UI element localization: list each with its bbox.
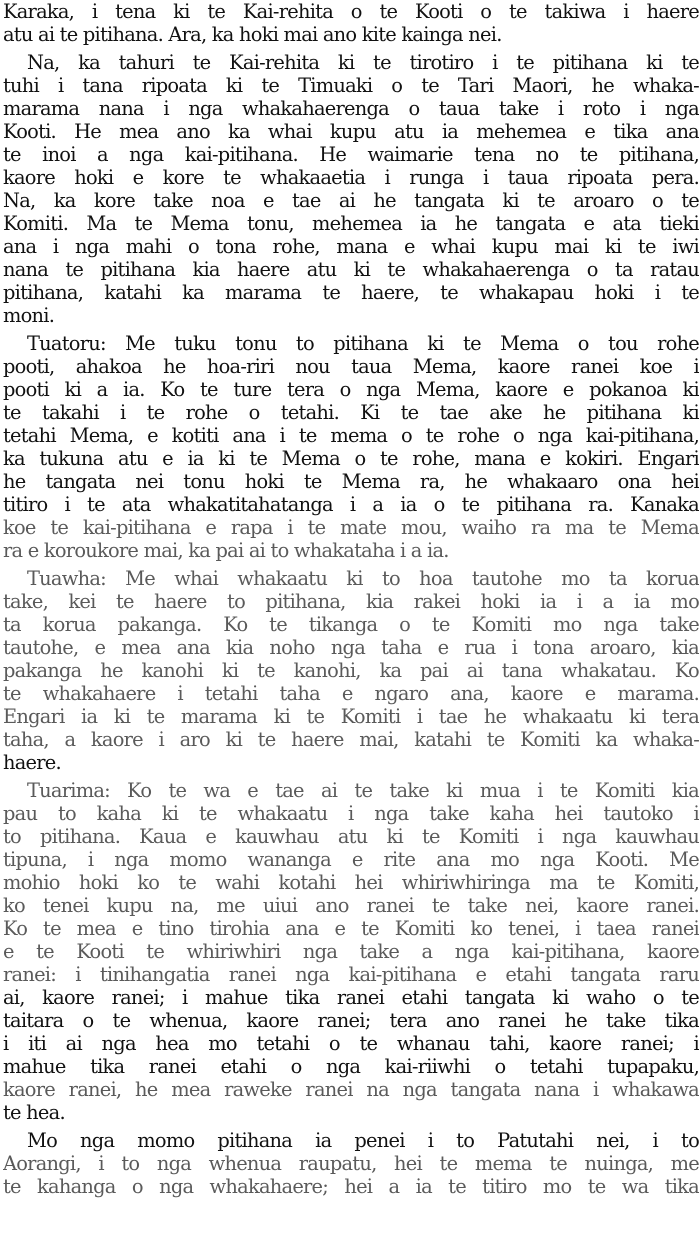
text-line: Aorangi, i to nga whenua raupatu, hei te mema te nuinga, me xyxy=(3,1152,699,1175)
text-line: pakanga he kanohi ki te kanohi, ka pai ai tana whakatau. Ko xyxy=(3,659,699,682)
text-line: taitara o te whenua, kaore ranei; tera ano ranei he take tika xyxy=(3,1009,699,1032)
text-line: ra e koroukore mai, ka pai ai to whakataha i a ia. xyxy=(3,539,449,562)
text-line: ko tenei kupu na, me uiui ano ranei te take nei, kaore ranei. xyxy=(3,894,699,917)
text-line: Karaka, i tena ki te Kai-rehita o te Kooti o te takiwa i haere xyxy=(3,0,699,23)
text-line: koe te kai-pitihana e rapa i te mate mou, waiho ra ma te Mema xyxy=(3,516,699,539)
text-line: ranei: i tinihangatia ranei nga kai-pitihana e etahi tangata raru xyxy=(3,963,699,986)
text-line: tautohe, e mea ana kia noho nga taha e rua i tona aroaro, kia xyxy=(3,636,699,659)
text-line: i iti ai nga hea mo tetahi o te whanau tahi, kaore ranei; i xyxy=(3,1032,699,1055)
paragraph xyxy=(3,51,699,327)
text-line: Mo nga momo pitihana ia penei i to Patutahi nei, i to xyxy=(27,1129,699,1152)
text-line: tipuna, i nga momo wananga e rite ana mo nga Kooti. Me xyxy=(3,848,699,871)
text-line: te kahanga o nga whakahaere; hei a ia te titiro mo te wa tika xyxy=(3,1175,699,1198)
text-line: Na, ka tahuri te Kai-rehita ki te tirotiro i te pitihana ki te xyxy=(27,51,699,74)
text-line: he tangata nei tonu hoki te Mema ra, he whakaaro ona hei xyxy=(3,470,699,493)
text-line: tuhi i tana ripoata ki te Timuaki o te Tari Maori, he whaka- xyxy=(3,74,699,97)
text-line: nana te pitihana kia haere atu ki te whakahaerenga o ta ratau xyxy=(3,258,699,281)
text-line: te takahi i te rohe o tetahi. Ki te tae ake he pitihana ki xyxy=(3,401,699,424)
text-line: pooti, ahakoa he hoa-riri nou taua Mema, kaore ranei koe i xyxy=(3,355,699,378)
text-line: kaore hoki e kore te whakaaetia i runga i taua ripoata pera. xyxy=(3,166,699,189)
text-line: Tuawha: Me whai whakaatu ki to hoa tautohe mo ta korua xyxy=(27,567,699,590)
text-line: pitihana, katahi ka marama te haere, te whakapau hoki i te xyxy=(3,281,699,304)
text-line: ana i nga mahi o tona rohe, mana e whai kupu mai ki te iwi xyxy=(3,235,699,258)
text-line: te whakahaere i tetahi taha e ngaro ana, kaore e marama. xyxy=(3,682,699,705)
text-line: moni. xyxy=(3,304,55,327)
text-line: taha, a kaore i aro ki te haere mai, katahi te Komiti ka whaka- xyxy=(3,728,699,751)
paragraph xyxy=(3,0,699,46)
paragraph xyxy=(3,567,699,774)
text-line: ai, kaore ranei; i mahue tika ranei etahi tangata ki waho o te xyxy=(3,986,699,1009)
text-line: e te Kooti te whiriwhiri nga take a nga kai-pitihana, kaore xyxy=(3,940,699,963)
text-line: Kooti. He mea ano ka whai kupu atu ia mehemea e tika ana xyxy=(3,120,699,143)
text-line: ta korua pakanga. Ko te tikanga o te Komiti mo nga take xyxy=(3,613,699,636)
text-line: haere. xyxy=(3,751,61,774)
text-line: atu ai te pitihana. Ara, ka hoki mai ano kite kainga nei. xyxy=(3,23,502,46)
text-line: take, kei te haere to pitihana, kia rakei hoki ia i a ia mo xyxy=(3,590,699,613)
text-line: Komiti. Ma te Mema tonu, mehemea ia he tangata e ata tieki xyxy=(3,212,699,235)
text-line: ka tukuna atu e ia ki te Mema o te rohe, mana e kokiri. Engari xyxy=(3,447,699,470)
paragraph xyxy=(3,1129,699,1198)
text-line: Ko te mea e tino tirohia ana e te Komiti ko tenei, i taea ranei xyxy=(3,917,699,940)
text-line: te hea. xyxy=(3,1101,65,1124)
text-line: mahue tika ranei etahi o nga kai-riiwhi o tetahi tupapaku, xyxy=(3,1055,699,1078)
text-line: pau to kaha ki te whakaatu i nga take kaha hei tautoko i xyxy=(3,802,699,825)
text-line: marama nana i nga whakahaerenga o taua take i roto i nga xyxy=(3,97,699,120)
text-line: pooti ki a ia. Ko te ture tera o nga Mema, kaore e pokanoa ki xyxy=(3,378,699,401)
text-line: Na, ka kore take noa e tae ai he tangata ki te aroaro o te xyxy=(3,189,699,212)
text-line: to pitihana. Kaua e kauwhau atu ki te Komiti i nga kauwhau xyxy=(3,825,699,848)
text-line: Tuarima: Ko te wa e tae ai te take ki mua i te Komiti kia xyxy=(27,779,699,802)
text-line: Engari ia ki te marama ki te Komiti i tae he whakaatu ki tera xyxy=(3,705,699,728)
text-line: Tuatoru: Me tuku tonu to pitihana ki te Mema o tou rohe xyxy=(27,332,699,355)
text-line: kaore ranei, he mea raweke ranei na nga tangata nana i whakawa xyxy=(3,1078,699,1101)
text-line: tetahi Mema, e kotiti ana i te mema o te rohe o nga kai-pitihana, xyxy=(3,424,699,447)
paragraph xyxy=(3,779,699,1124)
paragraph xyxy=(3,332,699,562)
text-line: titiro i te ata whakatitahatanga i a ia o te pitihana ra. Kanaka xyxy=(3,493,699,516)
text-line: mohio hoki ko te wahi kotahi hei whiriwhiringa ma te Komiti, xyxy=(3,871,699,894)
text-line: te inoi a nga kai-pitihana. He waimarie tena no te pitihana, xyxy=(3,143,699,166)
